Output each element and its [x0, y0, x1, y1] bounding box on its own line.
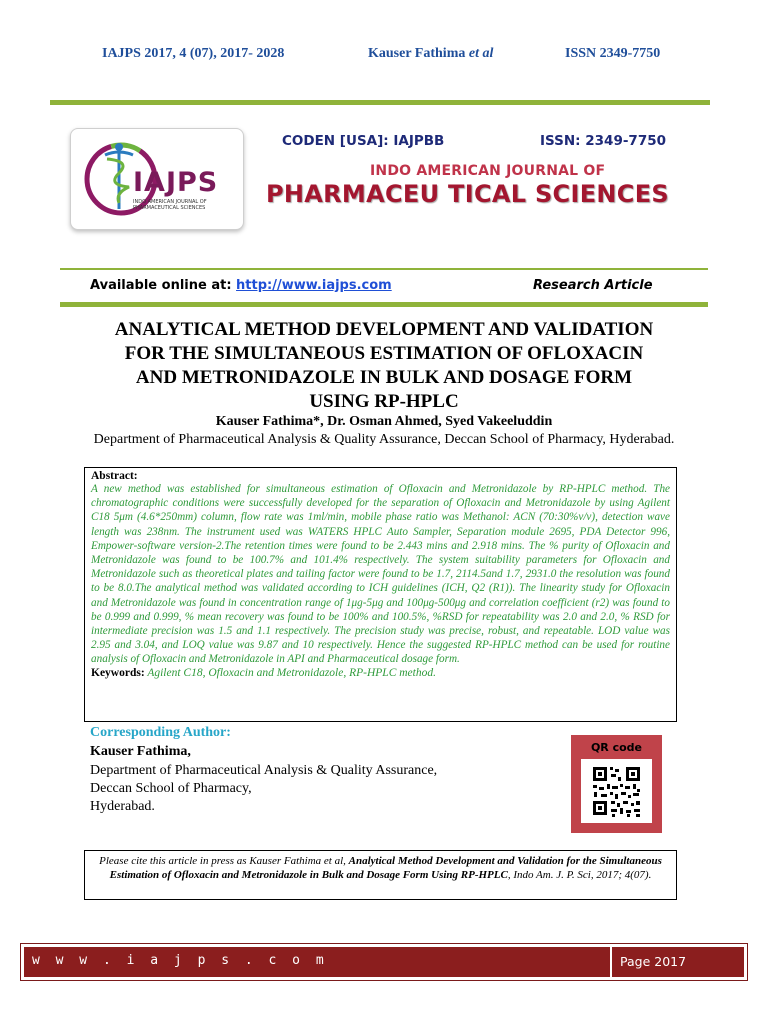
abstract-heading: Abstract: — [91, 470, 138, 482]
title-line: AND METRONIDAZOLE IN BULK AND DOSAGE FORM — [135, 367, 633, 388]
journal-logo — [70, 128, 244, 230]
title-line: ANALYTICAL METHOD DEVELOPMENT AND VALIDATION — [114, 319, 654, 340]
journal-title: PHARMACEU TICAL SCIENCES — [266, 180, 669, 208]
citation-article-title: Analytical Method Development and Validation for the Simultaneous Estimation of Ofloxacin and Metronidazole in Bulk and Dosage Form Using RP-HPLC — [109, 855, 662, 881]
qr-code-panel — [571, 735, 662, 833]
page-number: Page 2017 — [620, 954, 687, 969]
keywords-label: Keywords: — [91, 666, 145, 679]
corresponding-school: Deccan School of Pharmacy, — [90, 781, 252, 796]
availability-top-rule — [60, 268, 708, 270]
corresponding-dept: Department of Pharmaceutical Analysis & Quality Assurance, — [90, 763, 438, 778]
article-type: Research Article — [533, 278, 653, 293]
abstract-box — [84, 467, 677, 722]
running-header-citation: IAJPS 2017, 4 (07), 2017- 2028 — [102, 46, 285, 61]
availability-bottom-rule — [60, 302, 708, 307]
affiliation: Department of Pharmaceutical Analysis & Quality Assurance, Deccan School of Pharmacy, Hyderabad. — [93, 432, 675, 447]
footer-url[interactable]: w w w . i a j p s . c o m — [32, 953, 328, 968]
corresponding-city: Hyderabad. — [90, 799, 155, 814]
author-list: Kauser Fathima*, Dr. Osman Ahmed, Syed Vakeeluddin — [215, 414, 553, 429]
article-title — [50, 318, 718, 414]
availability-label: Available online at: — [90, 278, 237, 293]
keywords — [91, 667, 670, 679]
qr-code-image[interactable] — [581, 759, 652, 823]
running-header-author — [368, 46, 493, 62]
journal-subtitle: INDO AMERICAN JOURNAL OF — [370, 163, 606, 179]
masthead-issn: ISSN: 2349-7750 — [540, 133, 667, 149]
journal-url-link[interactable]: http://www.iajps.com — [236, 278, 392, 293]
title-line: FOR THE SIMULTANEOUS ESTIMATION OF OFLOXACIN — [124, 343, 644, 364]
logo-text: IAJPS — [133, 167, 219, 198]
availability-line — [90, 278, 392, 293]
qr-icon — [581, 759, 652, 823]
top-divider — [50, 100, 710, 105]
citation-suffix: , Indo Am. J. P. Sci, 2017; 4(07). — [507, 869, 652, 881]
title-line: USING RP-HPLC — [309, 391, 459, 412]
running-header-issn: ISSN 2349-7750 — [565, 46, 661, 61]
citation-prefix: Please cite this article in press as Kauser Fathima et al, — [99, 855, 349, 867]
logo-subtext: INDO AMERICAN JOURNAL OF PHARMACEUTICAL SCIENCES — [133, 199, 207, 211]
qr-label: QR code — [590, 741, 643, 754]
keywords-value: Agilent C18, Ofloxacin and Metronidazole, RP-HPLC method. — [144, 666, 436, 679]
running-header-author-name: Kauser Fathima — [368, 46, 469, 61]
corresponding-heading: Corresponding Author: — [90, 725, 231, 740]
citation-note — [84, 850, 677, 900]
running-header-et-al: et al — [468, 46, 494, 61]
corresponding-name: Kauser Fathima, — [90, 744, 191, 759]
coden: CODEN [USA]: IAJPBB — [282, 133, 445, 149]
abstract-text: A new method was established for simultaneous estimation of Ofloxacin and Metronidazole by RP-HPLC method. The chromatographic conditions were successfully developed for the separation of Ofloxacin and Metronidazole by using Agilent C18 5μm (4.6*250mm) column, flow rate was 1ml/min, mobile phase ratio was Methanol: ACN (70:30%v/v), detection wave length was 238nm. The instrument used was WATERS HPLC Auto Sampler, Separation module 2695, PDA Detector 996, Empower-software version-2.The retention times were found to be 2.443 mins and 2.918 mins. The % purity of Ofloxacin and Metronidazole was found to be 100.7% and 101.4% respectively. The system suitability parameters for Ofloxacin and Metronidazole such as theoretical plates and tailing factor were found to be 1.7, 2114.5and 1.7, 2931.0 the resolution was found to be 8.0.The analytical method was validated according to ICH guidelines (ICH, Q2 (R1)). The linearity study for Ofloxacin and Metronidazole was found in concentration range of 1μg-5μg and 100μg-500μg and correlation coefficient (r2) was found to be 0.999 and 0.999, % mean recovery was found to be 100% and 100.5%, %RSD for repeatability was 2.0 and 2.0, % RSD for intermediate precision was 1.5 and 1.1 respectively. The precision study was precise, robust, and repeatable. LOD value was 2.95 and 3.04, and LOQ value was 9.87 and 10 respectively. Hence the suggested RP-HPLC method can be used for routine analysis of Ofloxacin and Metronidazole in API and Pharmaceutical dosage form. — [91, 483, 670, 666]
